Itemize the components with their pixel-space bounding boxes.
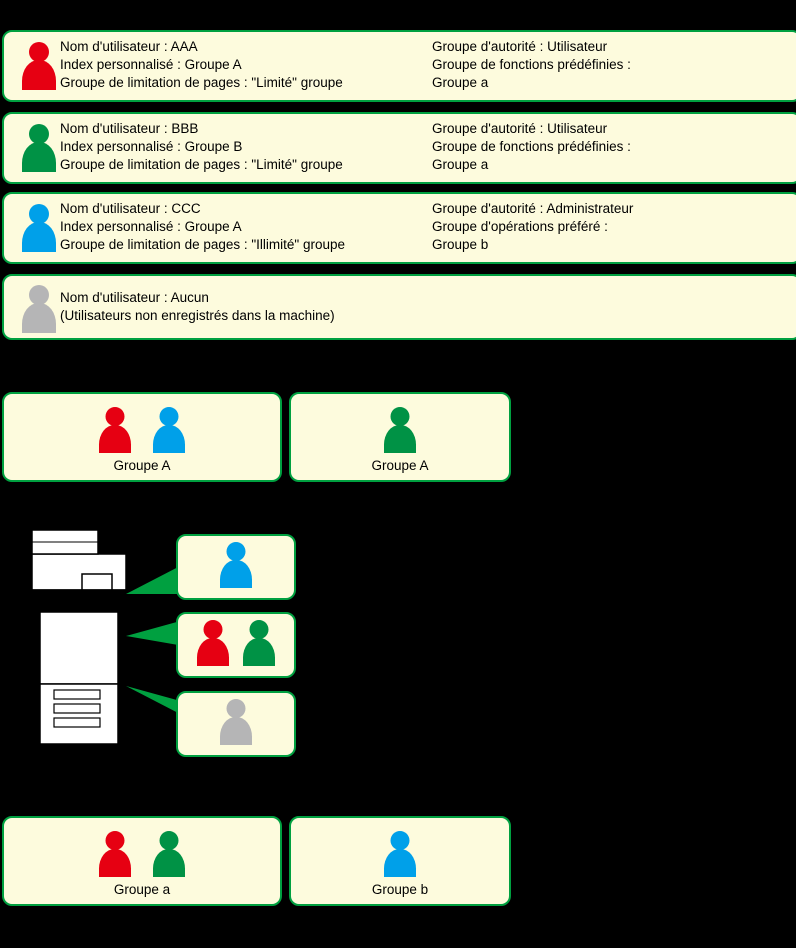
- user-line: Groupe de limitation de pages : "Limité" groupe: [60, 75, 343, 90]
- person-icon-green: [18, 120, 60, 172]
- user-line: Groupe d'autorité : Utilisateur: [432, 39, 608, 54]
- person-icon-green: [153, 831, 185, 882]
- user-line: Groupe d'opérations préféré :: [432, 219, 608, 234]
- group-members: [99, 394, 185, 458]
- group-caption: Groupe b: [371, 882, 429, 897]
- index-group-box-a1: [2, 392, 282, 482]
- person-icon-red: [99, 407, 131, 458]
- user-line: Groupe de limitation de pages : "Illimité" groupe: [60, 237, 345, 252]
- user-line: Groupe d'autorité : Utilisateur: [432, 121, 608, 136]
- function-group-box-a: [2, 816, 282, 906]
- person-icon-blue: [384, 831, 416, 882]
- user-panel-bbb: [2, 112, 796, 184]
- machine-callout-admin: [176, 534, 296, 600]
- person-icon-red: [99, 831, 131, 882]
- user-line: Groupe de fonctions prédéfinies :: [432, 139, 631, 154]
- machine-callout-users: [176, 612, 296, 678]
- user-line: (Utilisateurs non enregistrés dans la machine): [60, 308, 335, 323]
- user-line: Groupe de fonctions prédéfinies :: [432, 57, 631, 72]
- user-line: Index personnalisé : Groupe A: [60, 219, 242, 234]
- person-icon-blue: [220, 542, 252, 593]
- person-icon-gray: [220, 699, 252, 750]
- user-line: Index personnalisé : Groupe B: [60, 139, 243, 154]
- machine-callout-guest: [176, 691, 296, 757]
- user-panel-ccc: [2, 192, 796, 264]
- person-icon-red: [18, 38, 60, 90]
- person-icon-gray: [18, 281, 60, 333]
- user-line: Nom d'utilisateur : Aucun: [60, 290, 209, 305]
- group-caption: Groupe a: [113, 882, 171, 897]
- group-caption: Groupe A: [371, 458, 429, 473]
- user-line: Index personnalisé : Groupe A: [60, 57, 242, 72]
- group-members: [99, 818, 185, 882]
- user-line: Groupe a: [432, 75, 489, 90]
- user-line: Nom d'utilisateur : AAA: [60, 39, 198, 54]
- user-line: Nom d'utilisateur : BBB: [60, 121, 199, 136]
- group-caption: Groupe A: [113, 458, 171, 473]
- person-icon-green: [243, 620, 275, 671]
- mfp-printer-icon: [30, 528, 128, 746]
- person-icon-blue: [153, 407, 185, 458]
- group-members: [384, 818, 416, 882]
- function-group-box-b: [289, 816, 511, 906]
- user-panel-aaa: [2, 30, 796, 102]
- user-line: Groupe a: [432, 157, 489, 172]
- index-group-box-a2: [289, 392, 511, 482]
- user-line: Groupe d'autorité : Administrateur: [432, 201, 634, 216]
- user-panel-none: [2, 274, 796, 340]
- user-line: Groupe b: [432, 237, 489, 252]
- person-icon-red: [197, 620, 229, 671]
- person-icon-blue: [18, 200, 60, 252]
- user-line: Nom d'utilisateur : CCC: [60, 201, 201, 216]
- person-icon-green: [384, 407, 416, 458]
- user-line: Groupe de limitation de pages : "Limité" groupe: [60, 157, 343, 172]
- group-members: [384, 394, 416, 458]
